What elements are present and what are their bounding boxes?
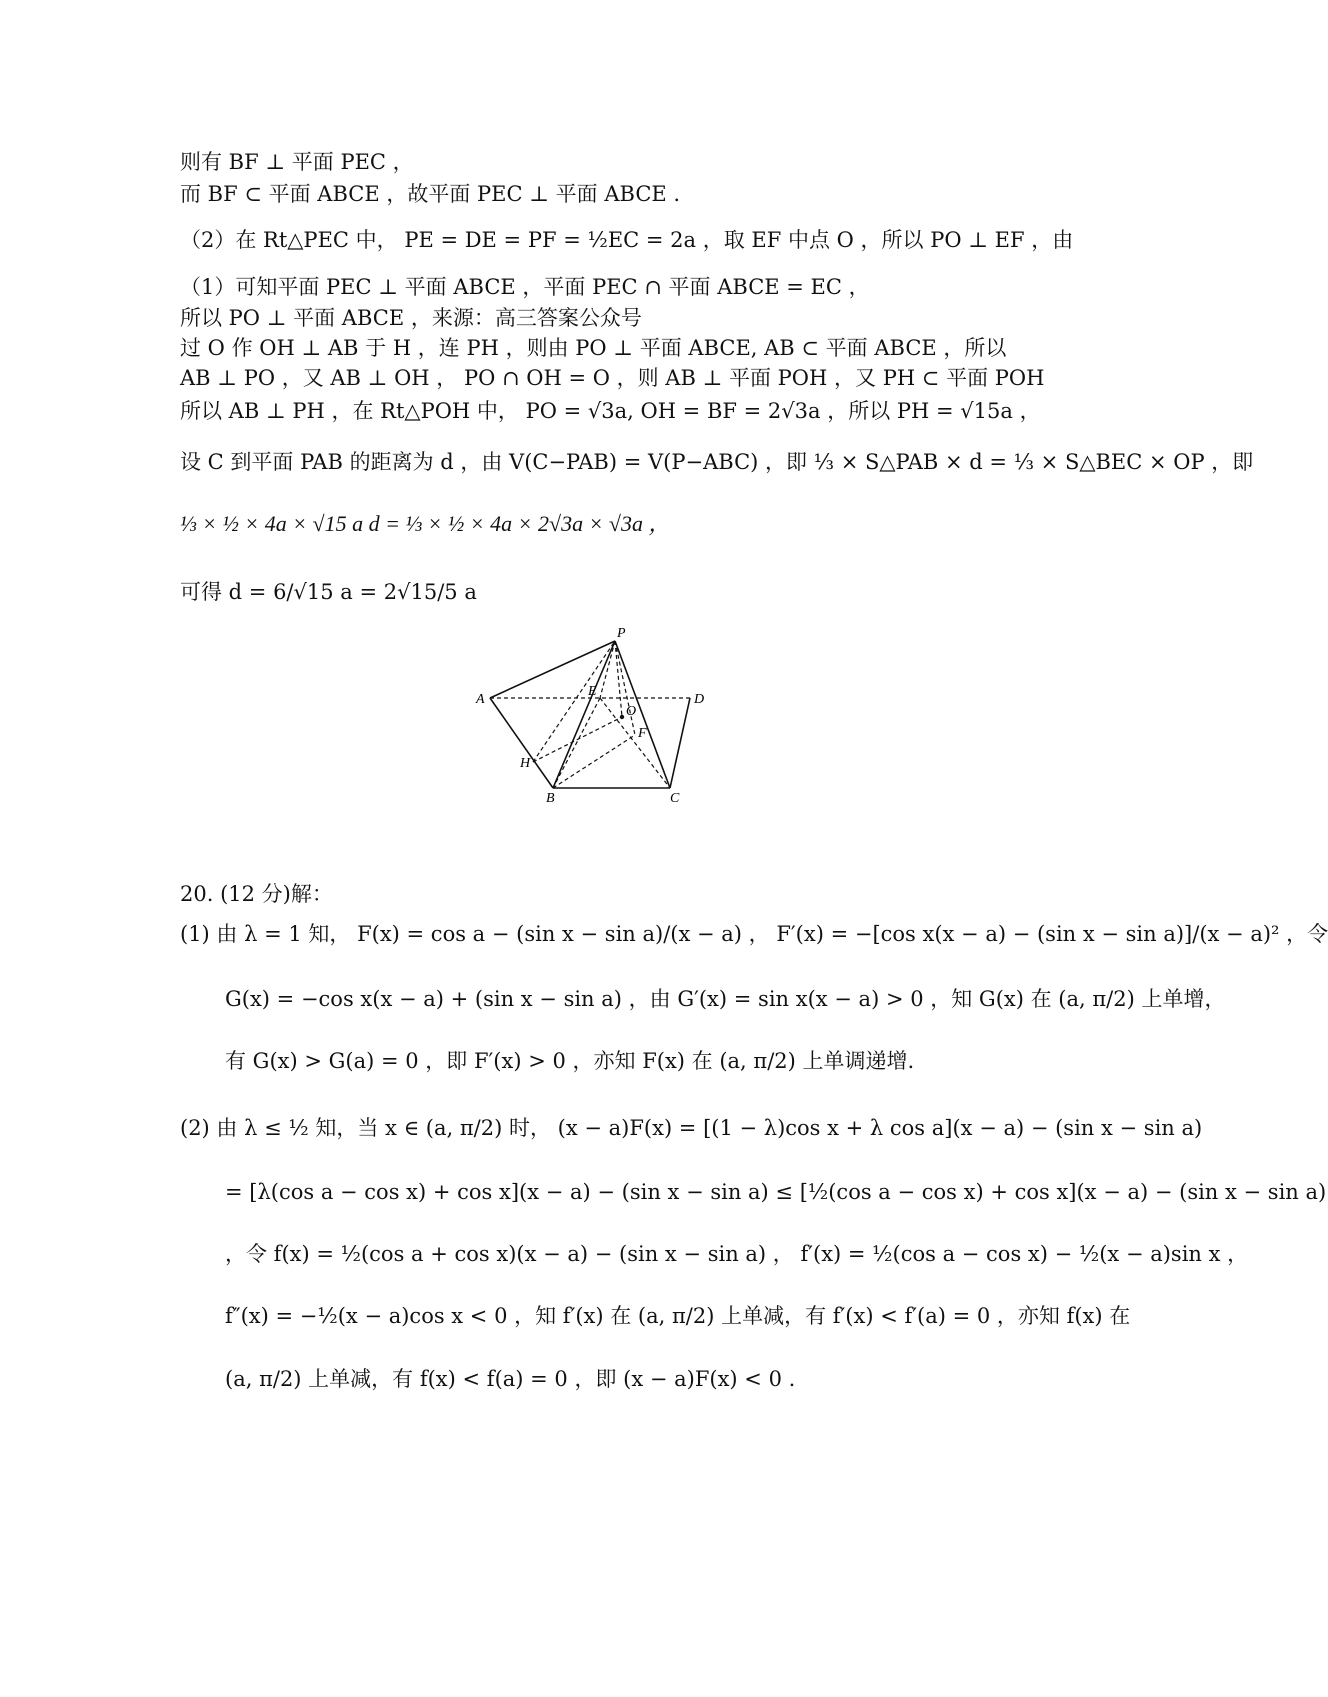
text-line: G(x) = −cos x(x − a) + (sin x − sin a) ，由 G′(x) = sin x(x − a) > 0 ，知 G(x) 在 (a, π/2) 上单增，: [225, 987, 1226, 1011]
text-line: 所以 PO ⊥ 平面 ABCE ，来源：高三答案公众号: [180, 306, 642, 330]
label-b: B: [546, 791, 555, 806]
text-line: （2）在 Rt△PEC 中， PE = DE = PF = ½EC = 2a ，取 EF 中点 O ，所以 PO ⊥ EF ，由: [180, 228, 1074, 252]
edge-pb: [553, 641, 615, 788]
pyramid-figure: [470, 625, 730, 805]
question-heading: 20. (12 分)解：: [180, 882, 333, 906]
text-line: 过 O 作 OH ⊥ AB 于 H ，连 PH ，则由 PO ⊥ 平面 ABCE, AB ⊂ 平面 ABCE ，所以: [180, 336, 1007, 360]
text-line: 设 C 到平面 PAB 的距离为 d ，由 V(C−PAB) = V(P−ABC) ，即 ⅓ × S△PAB × d = ⅓ × S△BEC × OP ，即: [180, 450, 1254, 474]
equation-line: ⅓ × ½ × 4a × √15 a d = ⅓ × ½ × 4a × 2√3a × √3a ，: [180, 511, 671, 536]
text-line: = [λ(cos a − cos x) + cos x](x − a) − (sin x − sin a) ≤ [½(cos a − cos x) + cos x](x − a) − (sin x − sin a): [225, 1180, 1327, 1204]
edge-pc: [615, 641, 670, 788]
edge-eb-hidden: [553, 698, 600, 788]
edge-bf-hidden: [553, 735, 635, 788]
text-line: 有 G(x) > G(a) = 0 ，即 F′(x) > 0 ，亦知 F(x) 在 (a, π/2) 上单调递增.: [225, 1049, 915, 1073]
label-d: D: [694, 692, 705, 707]
text-line: AB ⊥ PO ，又 AB ⊥ OH ， PO ∩ OH = O ，则 AB ⊥ 平面 POH ，又 PH ⊂ 平面 POH: [180, 366, 1045, 390]
label-f: F: [638, 726, 647, 741]
label-e: E: [588, 684, 597, 699]
text-line: (a, π/2) 上单减，有 f(x) < f(a) = 0 ，即 (x − a)F(x) < 0 .: [225, 1367, 796, 1391]
text-line: 而 BF ⊂ 平面 ABCE ，故平面 PEC ⊥ 平面 ABCE .: [180, 182, 681, 206]
edge-oh-hidden: [533, 717, 622, 762]
geometry-diagram: [470, 625, 730, 805]
text-line: （1）可知平面 PEC ⊥ 平面 ABCE ，平面 PEC ∩ 平面 ABCE = EC ，: [180, 275, 870, 299]
label-a: A: [476, 692, 485, 707]
text-line: 所以 AB ⊥ PH ，在 Rt△POH 中， PO = √3a, OH = BF = 2√3a ，所以 PH = √15a ，: [180, 399, 1041, 423]
text-line: 则有 BF ⊥ 平面 PEC ，: [180, 150, 414, 174]
text-line: (1) 由 λ = 1 知， F(x) = cos a − (sin x − sin a)/(x − a) ， F′(x) = −[cos x(x − a) − (sin x − sin a)]/(x − a)² ，令: [180, 922, 1328, 946]
text-line: 可得 d = 6/√15 a = 2√15/5 a: [180, 580, 477, 604]
text-line: (2) 由 λ ≤ ½ 知，当 x ∈ (a, π/2) 时， (x − a)F(x) = [(1 − λ)cos x + λ cos a](x − a) − (sin x − sin a): [180, 1116, 1203, 1140]
point-o: [620, 715, 624, 719]
label-o: O: [626, 704, 637, 719]
label-c: C: [670, 791, 680, 806]
text-line: ，令 f(x) = ½(cos a + cos x)(x − a) − (sin x − sin a) ， f′(x) = ½(cos a − cos x) − ½(x − a)sin x ，: [225, 1242, 1249, 1266]
label-h: H: [520, 756, 531, 771]
edge-cd: [670, 698, 690, 788]
edge-ab: [490, 698, 553, 788]
text-line: f″(x) = −½(x − a)cos x < 0 ，知 f′(x) 在 (a, π/2) 上单减，有 f′(x) < f′(a) = 0 ，亦知 f(x) 在: [225, 1304, 1131, 1328]
label-p: P: [617, 626, 626, 641]
